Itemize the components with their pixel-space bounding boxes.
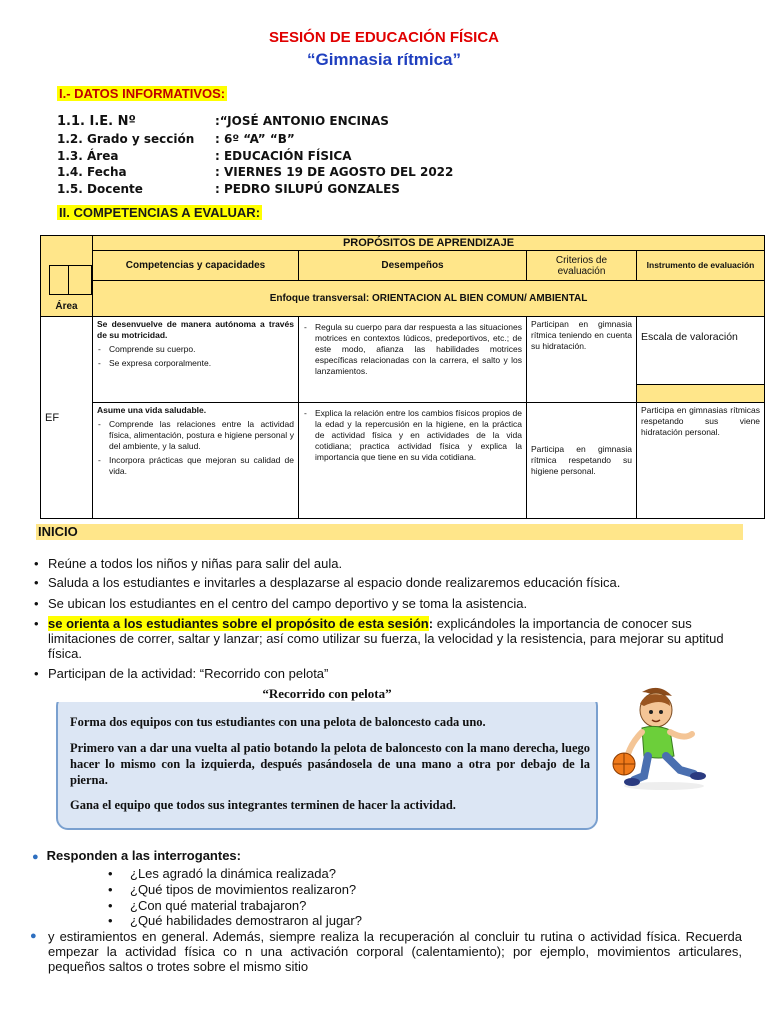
session-title: SESIÓN DE EDUCACIÓN FÍSICA xyxy=(268,29,500,46)
comp-cell-2 xyxy=(93,403,299,519)
col-desempenos: Desempeños xyxy=(299,251,527,281)
activity-title: “Recorrido con pelota” xyxy=(56,686,598,702)
desempeno-item: - Explica la relación entre los cambios físicos propios de la edad y la repercusión en la higiene, en la práctica de actividad física y en actividades de la vida cotidiana; practica actividad física y explica la importancia que tiene en su vida cotidiana. xyxy=(315,408,522,463)
activity-paragraph: Primero van a dar una vuelta al patio botando la pelota de baloncesto con la mano derecha, luego hacer lo mismo con la izquierda, después pasándosela de una mano a otra por debajo de la pierna. xyxy=(70,741,590,787)
closing-text: y estiramientos en general. Además, siempre realiza la recuperación al concluir tu rutina o actividad física. Recuerda empezar la actividad física co n una activación corporal (calentamiento); por ejemplo, movimientos articulares, pequeños saltos o trotes sobre el mismo sitio xyxy=(48,929,742,974)
closing-paragraph: ● y estiramientos en general. Además, siempre realiza la recuperación al concluir tu rutina o actividad física. Recuerda empezar la actividad física co n una activación corporal (calentamiento); por ejemplo, movimientos articulares, pequeños saltos o trotes sobre el mismo sitio xyxy=(30,929,742,974)
section-datos-title: I.- DATOS INFORMATIVOS: xyxy=(59,86,226,101)
capacidad-item: - Incorpora prácticas que mejoran su calidad de vida. xyxy=(109,455,294,477)
comp-title: Se desenvuelve de manera autónoma a través de su motricidad. xyxy=(97,319,294,340)
activity-paragraph: Gana el equipo que todos sus integrantes terminen de hacer la actividad. xyxy=(70,798,456,812)
comp-cell-1 xyxy=(93,317,299,403)
activity-box xyxy=(56,694,598,830)
desemp-cell-2 xyxy=(299,403,527,519)
area-header-cell xyxy=(41,236,93,317)
section-competencias-title: II. COMPETENCIAS A EVALUAR: xyxy=(59,205,261,220)
capacidad-item: - Se expresa corporalmente. xyxy=(109,358,294,369)
desemp-cell-1 xyxy=(299,317,527,403)
comp-title: Asume una vida saludable. xyxy=(97,405,207,415)
col-criterios: Criterios de evaluación xyxy=(527,251,637,281)
enfoque-transversal: Enfoque transversal: ORIENTACION AL BIEN COMUN/ AMBIENTAL xyxy=(93,281,765,317)
purpose-header: PROPÓSITOS DE APRENDIZAJE xyxy=(93,236,765,251)
instrumento-cell-1 xyxy=(637,317,765,403)
session-subtitle: “Gimnasia rítmica” xyxy=(306,50,461,69)
area-ef: EF xyxy=(41,317,93,519)
col-competencias: Competencias y capacidades xyxy=(93,251,299,281)
instrumento-cell-2: Participa en gimnasias rítmicas respetando sus viene hidratación personal. xyxy=(637,403,765,519)
col-instrumento: Instrumento de evaluación xyxy=(637,251,765,281)
questions-title: ● Responden a las interrogantes: xyxy=(32,848,241,863)
instrumento-text: Escala de valoración xyxy=(641,331,738,343)
desempeno-item: - Regula su cuerpo para dar respuesta a las situaciones motrices en contextos lúdicos, predeportivos, etc.; de este modo, afianza las habilidades motrices específicas relacionadas con la carrera, el salto y los lanzamientos. xyxy=(315,322,522,377)
capacidad-item: - Comprende las relaciones entre la actividad física, alimentación, postura e higiene personal y del ambiente, y la salud. xyxy=(109,419,294,452)
basketball-kid-illustration xyxy=(604,684,714,794)
area-label: Área xyxy=(55,301,78,312)
criterio-cell-2: Participa en gimnasia rítmica respetando su higiene personal. xyxy=(527,403,637,519)
criterio-cell-1: Participan en gimnasia rítmica teniendo en cuenta su hidratación. xyxy=(527,317,637,403)
capacidad-item: - Comprende su cuerpo. xyxy=(109,344,294,355)
inicio-header: INICIO xyxy=(36,524,743,540)
competencias-table xyxy=(40,235,765,519)
activity-paragraph: Forma dos equipos con tus estudiantes con una pelota de baloncesto cada uno. xyxy=(70,715,486,729)
